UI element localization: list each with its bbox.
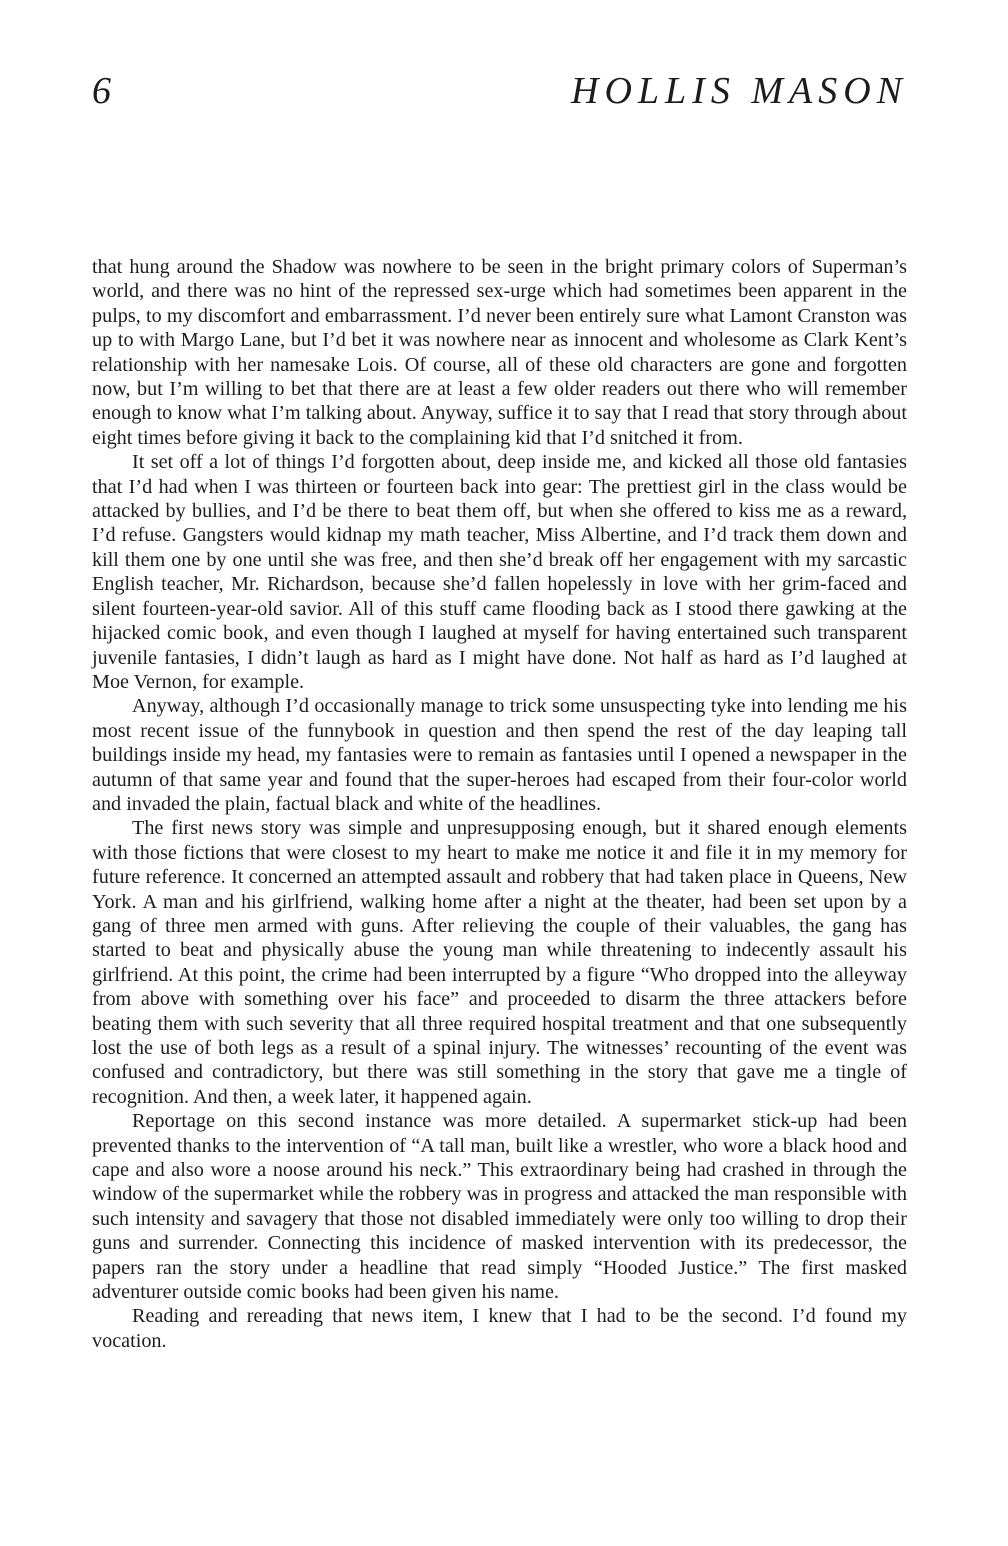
- paragraph-4: The first news story was simple and unpresupposing enough, but it shared enough elements with those fictions that were closest to my heart to make me notice it and file it in my memory for future reference. It concerned an attempted assault and robbery that had taken place in Queens, New York. A man and his girlfriend, walking home after a night at the theater, had been set upon by a gang of three men armed with guns. After relieving the couple of their valuables, the gang has started to beat and physically abuse the young man while threatening to indecently assault his girlfriend. At this point, the crime had been interrupted by a figure “Who dropped into the alleyway from above with something over his face” and proceeded to disarm the three attackers before beating them with such severity that all three required hospital treatment and that one subsequently lost the use of both legs as a result of a spinal injury. The witnesses’ recounting of the event was confused and contradictory, but there was still something in the story that gave me a tingle of recognition. And then, a week later, it happened again.: [92, 817, 907, 1108]
- paragraph-6: Reading and rereading that news item, I knew that I had to be the second. I’d found my vocation.: [92, 1305, 907, 1352]
- running-head-title: HOLLIS MASON: [571, 70, 908, 112]
- body-text: [92, 255, 907, 1353]
- page-number: 6: [92, 70, 111, 112]
- page-header: [92, 66, 908, 116]
- paragraph-2: It set off a lot of things I’d forgotten about, deep inside me, and kicked all those old fantasies that I’d had when I was thirteen or fourteen back into gear: The prettiest girl in the class would be attacked by bullies, and I’d be there to beat them off, but when she offered to kiss me as a reward, I’d refuse. Gangsters would kidnap my math teacher, Miss Albertine, and I’d track them down and kill them one by one until she was free, and then she’d break off her engagement with my sarcastic English teacher, Mr. Richardson, because she’d fallen hopelessly in love with her grim-faced and silent fourteen-year-old savior. All of this stuff came flooding back as I stood there gawking at the hijacked comic book, and even though I laughed at myself for having entertained such transparent juvenile fantasies, I didn’t laugh as hard as I might have done. Not half as hard as I’d laughed at Moe Vernon, for example.: [92, 451, 907, 693]
- paragraph-5: Reportage on this second instance was more detailed. A supermarket stick-up had been prevented thanks to the intervention of “A tall man, built like a wrestler, who wore a black hood and cape and also wore a noose around his neck.” This extraordinary being had crashed in through the window of the supermarket while the robbery was in progress and attacked the man responsible with such intensity and savagery that those not disabled immediately were only too willing to drop their guns and surrender. Connecting this incidence of masked intervention with its predecessor, the papers ran the story under a headline that read simply “Hooded Justice.” The first masked adventurer outside comic books had been given his name.: [92, 1110, 907, 1304]
- paragraph-1: that hung around the Shadow was nowhere to be seen in the bright primary colors of Superman’s world, and there was no hint of the repressed sex-urge which had sometimes been apparent in the pulps, to my discomfort and embarrassment. I’d never been entirely sure what Lamont Cranston was up to with Margo Lane, but I’d bet it was nowhere near as innocent and wholesome as Clark Kent’s relationship with her namesake Lois. Of course, all of these old characters are gone and forgotten now, but I’m willing to bet that there are at least a few older readers out there who will remember enough to know what I’m talking about. Anyway, suffice it to say that I read that story through about eight times before giving it back to the complaining kid that I’d snitched it from.: [92, 256, 907, 449]
- paragraph-3: Anyway, although I’d occasionally manage to trick some unsuspecting tyke into lending me his most recent issue of the funnybook in question and then spend the rest of the day leaping tall buildings inside my head, my fantasies were to remain as fantasies until I opened a newspaper in the autumn of that same year and found that the super-heroes had escaped from their four-color world and invaded the plain, factual black and white of the headlines.: [92, 695, 907, 815]
